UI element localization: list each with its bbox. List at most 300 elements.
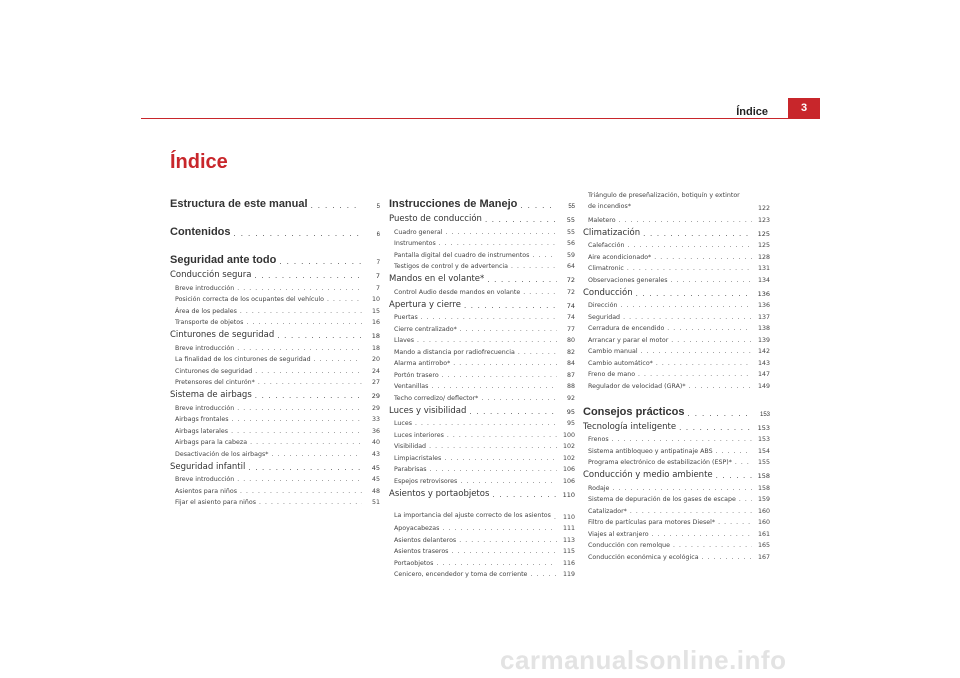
toc-entry[interactable] xyxy=(389,567,575,579)
toc-entry-page: 55 xyxy=(566,228,575,236)
toc-entry-title: Asientos y portaobjetos xyxy=(389,488,490,499)
toc-entry[interactable] xyxy=(389,344,575,356)
page-title: Índice xyxy=(170,151,228,173)
toc-entry-page: 131 xyxy=(757,265,770,272)
dot-leader xyxy=(671,277,752,284)
toc-entry[interactable] xyxy=(170,459,380,472)
toc-entry-title: Mandos en el volante* xyxy=(389,274,485,284)
toc-entry-page: 102 xyxy=(562,454,575,462)
toc-entry[interactable] xyxy=(389,284,575,296)
toc-entry-title: Cinturones de seguridad xyxy=(175,367,253,375)
toc-entry-title: Puesto de conducción xyxy=(389,214,482,224)
dot-leader xyxy=(237,405,362,412)
dot-leader xyxy=(453,360,557,367)
toc-entry-title: Airbags laterales xyxy=(175,427,229,435)
dot-leader xyxy=(654,254,752,261)
dot-leader xyxy=(716,472,752,480)
toc-entry-title: Cenicero, encendedor y toma de corriente xyxy=(394,571,528,578)
dot-leader xyxy=(523,289,557,296)
toc-entry-title: Transporte de objetos xyxy=(175,319,244,326)
dot-leader xyxy=(511,263,557,270)
dot-leader xyxy=(702,554,752,561)
toc-entry-title: La importancia del ajuste correcto de los asientos xyxy=(394,511,551,519)
toc-entry-title: Portaobjetos xyxy=(394,559,434,567)
toc-entry-page: 102 xyxy=(562,443,575,450)
dot-leader xyxy=(327,296,362,303)
toc-entry-page: 36 xyxy=(371,427,380,435)
toc-entry[interactable] xyxy=(583,249,770,261)
toc-entry-title: Viajes al extranjero xyxy=(588,530,649,538)
toc-entry[interactable] xyxy=(389,544,575,556)
toc-entry[interactable] xyxy=(389,416,575,428)
toc-entry-title: Conducción económica y ecológica xyxy=(588,553,699,561)
dot-leader xyxy=(240,308,362,315)
toc-entry[interactable] xyxy=(389,439,575,451)
toc-entry[interactable] xyxy=(170,483,380,495)
toc-entry-page: 113 xyxy=(562,536,575,544)
toc-entry[interactable] xyxy=(389,247,575,259)
toc-entry[interactable] xyxy=(389,555,575,567)
dot-leader xyxy=(627,265,752,272)
toc-entry[interactable] xyxy=(389,379,575,391)
toc-entry-page: 82 xyxy=(566,348,575,356)
toc-entry[interactable] xyxy=(583,367,770,379)
toc-entry[interactable] xyxy=(170,352,380,364)
toc-entry[interactable] xyxy=(583,538,770,550)
toc-entry-title: Breve introducción xyxy=(175,404,235,412)
dot-leader xyxy=(445,229,557,236)
toc-entry[interactable] xyxy=(583,492,770,504)
toc-entry-title: Airbags para la cabeza xyxy=(175,439,248,446)
toc-entry-title: Asientos traseros xyxy=(394,548,449,555)
toc-entry[interactable] xyxy=(170,280,380,292)
toc-entry[interactable] xyxy=(170,190,380,210)
toc-entry-page: 155 xyxy=(757,459,770,466)
dot-leader xyxy=(447,432,557,439)
toc-entry-title: Ventanillas xyxy=(394,383,429,390)
dot-leader xyxy=(444,455,557,462)
dot-leader xyxy=(232,416,362,423)
toc-entry-page: 7 xyxy=(376,260,380,266)
toc-entry[interactable] xyxy=(389,259,575,271)
dot-leader xyxy=(258,379,362,386)
toc-entry-title: Freno de mano xyxy=(588,371,636,378)
toc-entry-page: 48 xyxy=(371,487,380,495)
toc-entry[interactable] xyxy=(170,303,380,315)
toc-entry[interactable] xyxy=(583,467,770,480)
dot-leader xyxy=(442,372,557,379)
toc-entry-page: 153 xyxy=(759,411,770,418)
toc-entry-title: Seguridad ante todo xyxy=(170,254,277,266)
toc-entry[interactable] xyxy=(170,340,380,352)
toc-entry-page: 18 xyxy=(371,332,380,340)
dot-leader xyxy=(442,525,557,532)
dot-leader xyxy=(277,332,362,340)
toc-entry-page: 106 xyxy=(562,477,575,485)
toc-entry-page: 16 xyxy=(371,319,380,326)
dot-leader xyxy=(520,201,557,210)
toc-entry[interactable] xyxy=(389,224,575,236)
dot-leader xyxy=(234,229,363,238)
toc-entry-page: 72 xyxy=(566,276,575,284)
toc-entry-title: Conducción con remolque xyxy=(588,542,670,549)
dot-leader xyxy=(652,531,752,538)
dot-leader xyxy=(656,360,752,367)
toc-entry-page: 72 xyxy=(566,288,575,296)
toc-entry-title: Espejos retrovisores xyxy=(394,477,458,485)
dot-leader xyxy=(248,464,362,472)
toc-entry-page: 40 xyxy=(371,439,380,446)
toc-entry[interactable] xyxy=(389,473,575,485)
toc-entry-title: Pretensores del cinturón* xyxy=(175,379,255,386)
toc-entry[interactable] xyxy=(170,435,380,447)
dot-leader xyxy=(237,285,362,292)
toc-entry-title: Parabrisas xyxy=(394,466,427,473)
toc-entry-page: 74 xyxy=(566,301,575,310)
toc-entry-page: 64 xyxy=(566,263,575,270)
toc-entry-title: Control Audio desde mandos en volante xyxy=(394,288,521,296)
toc-entry-page: 115 xyxy=(562,548,575,555)
dot-leader xyxy=(612,436,752,443)
header-title: Índice xyxy=(736,106,768,118)
toc-entry-page: 100 xyxy=(562,431,575,439)
toc-entry[interactable] xyxy=(389,271,575,284)
toc-entry-page: 149 xyxy=(757,382,770,390)
toc-entry[interactable] xyxy=(583,272,770,284)
dot-leader xyxy=(250,439,362,446)
toc-entry[interactable] xyxy=(389,367,575,379)
toc-entry[interactable] xyxy=(583,455,770,467)
dot-leader xyxy=(436,560,557,567)
toc-entry-page: 51 xyxy=(371,499,380,506)
toc-entry-title: Portón trasero xyxy=(394,371,439,379)
toc-entry-page: 125 xyxy=(757,229,770,238)
dot-leader xyxy=(532,252,557,259)
toc-entry-title: Cinturones de seguridad xyxy=(170,330,275,340)
toc-entry-title: Cambio automático* xyxy=(588,359,653,367)
toc-entry-title: Consejos prácticos xyxy=(583,405,685,418)
toc-entry-page: 125 xyxy=(757,242,770,249)
toc-entry-page: 95 xyxy=(566,420,575,427)
dot-leader xyxy=(620,302,752,309)
toc-entry-page: 153 xyxy=(757,423,770,432)
toc-entry[interactable] xyxy=(389,499,575,521)
dot-leader xyxy=(518,349,557,356)
toc-entry[interactable] xyxy=(583,321,770,333)
toc-entry-title: Área de los pedales xyxy=(175,307,237,315)
toc-entry[interactable] xyxy=(389,211,575,224)
toc-entry[interactable] xyxy=(389,310,575,322)
toc-entry-page: 161 xyxy=(757,530,770,538)
toc-entry-title: Regulador de velocidad (GRA)* xyxy=(588,382,686,390)
toc-entry-page: 77 xyxy=(566,325,575,333)
toc-entry-page: 55 xyxy=(566,216,575,224)
dot-leader xyxy=(237,476,362,483)
toc-entry-page: 92 xyxy=(566,394,575,402)
dot-leader xyxy=(255,392,362,400)
toc-entry[interactable] xyxy=(389,450,575,462)
toc-entry-title: Instrucciones de Manejo xyxy=(389,198,518,210)
toc-entry-page: 137 xyxy=(757,313,770,321)
toc-entry-title: Conducción xyxy=(583,287,633,298)
toc-entry-title: Catalizador* xyxy=(588,507,627,515)
toc-entry[interactable] xyxy=(583,515,770,527)
toc-entry[interactable] xyxy=(170,412,380,424)
toc-entry-page: 136 xyxy=(757,289,770,298)
toc-entry[interactable] xyxy=(170,495,380,507)
dot-leader xyxy=(643,230,752,238)
dot-leader xyxy=(421,314,557,321)
dot-leader xyxy=(641,348,752,355)
toc-entry-title: Limpiacristales xyxy=(394,454,442,462)
toc-entry-title: Visibilidad xyxy=(394,443,427,450)
toc-entry-title: Luces xyxy=(394,420,413,427)
toc-entry[interactable] xyxy=(389,532,575,544)
toc-entry-page: 154 xyxy=(757,447,770,455)
toc-entry[interactable] xyxy=(389,462,575,474)
dot-leader xyxy=(739,496,752,503)
dot-leader xyxy=(246,319,362,326)
toc-entry-page: 136 xyxy=(757,302,770,309)
dot-leader xyxy=(638,371,752,378)
toc-entry[interactable] xyxy=(583,480,770,492)
toc-entry-title: Alarma antirrobo* xyxy=(394,360,451,367)
toc-entry[interactable] xyxy=(170,315,380,327)
toc-entry-title: Llaves xyxy=(394,337,414,344)
toc-entry[interactable] xyxy=(583,355,770,367)
toc-entry-title: Breve introducción xyxy=(175,476,235,483)
toc-entry-page: 119 xyxy=(562,571,575,578)
dot-leader xyxy=(492,491,557,499)
toc-entry-title: Desactivación de los airbags* xyxy=(175,450,269,458)
toc-entry-title: Estructura de este manual xyxy=(170,198,308,210)
toc-entry-title: Climatronic xyxy=(588,265,624,272)
toc-entry-page: 29 xyxy=(371,392,380,400)
dot-leader xyxy=(481,395,557,402)
toc-entry-page: 128 xyxy=(757,253,770,261)
toc-column-2 xyxy=(389,190,575,578)
toc-entry[interactable] xyxy=(583,238,770,250)
toc-entry-title: Puertas xyxy=(394,314,418,321)
toc-entry[interactable] xyxy=(389,236,575,248)
dot-leader xyxy=(627,242,752,249)
toc-entry[interactable] xyxy=(583,225,770,238)
toc-entry[interactable] xyxy=(170,375,380,387)
dot-leader xyxy=(254,272,362,280)
toc-entry-title: Apoyacabezas xyxy=(394,525,440,532)
dot-leader xyxy=(255,368,362,375)
dot-leader xyxy=(451,548,557,555)
toc-entry-title: Luces y visibilidad xyxy=(389,405,467,416)
toc-entry-title: Techo corredizo/ deflector* xyxy=(394,394,479,402)
toc-entry-title: Cambio manual xyxy=(588,348,638,355)
toc-entry-page: 88 xyxy=(566,383,575,390)
toc-entry[interactable] xyxy=(583,443,770,455)
dot-leader xyxy=(630,508,752,515)
toc-entry-page: 7 xyxy=(375,284,380,292)
dot-leader xyxy=(636,290,752,298)
toc-entry-page: 45 xyxy=(371,476,380,483)
toc-entry-title: Cuadro general xyxy=(394,228,443,236)
dot-leader xyxy=(612,485,752,492)
toc-entry[interactable] xyxy=(583,344,770,356)
toc-entry[interactable] xyxy=(583,549,770,561)
toc-entry-page: 45 xyxy=(371,463,380,472)
dot-leader xyxy=(259,499,362,506)
dot-leader xyxy=(460,478,557,485)
toc-entry-page: 80 xyxy=(566,337,575,344)
dot-leader xyxy=(687,409,752,418)
toc-entry-page: 159 xyxy=(757,496,770,503)
toc-entry[interactable] xyxy=(389,333,575,345)
toc-entry-title: Seguridad xyxy=(588,313,621,321)
dot-leader xyxy=(554,514,557,521)
toc-entry-page: 20 xyxy=(371,356,380,363)
toc-entry-page: 10 xyxy=(371,296,380,303)
toc-entry[interactable] xyxy=(170,400,380,412)
toc-entry[interactable] xyxy=(389,403,575,416)
toc-entry[interactable] xyxy=(583,298,770,310)
toc-entry[interactable] xyxy=(583,285,770,298)
toc-entry[interactable] xyxy=(170,267,380,280)
toc-entry-title: Frenos xyxy=(588,436,609,443)
toc-entry-title: Instrumentos xyxy=(394,240,436,247)
dot-leader xyxy=(619,217,752,224)
toc-entry-page: 5 xyxy=(376,204,380,210)
toc-entry-title: Sistema de depuración de los gases de escape xyxy=(588,496,736,503)
toc-entry[interactable] xyxy=(583,190,770,212)
toc-entry-title: Tecnología inteligente xyxy=(583,421,677,432)
toc-entry-title: Fijar el asiento para niños xyxy=(175,499,256,506)
toc-entry-page: 110 xyxy=(562,513,575,521)
toc-entry-page: 160 xyxy=(757,507,770,515)
toc-entry[interactable] xyxy=(389,356,575,368)
toc-entry-title: Sistema de airbags xyxy=(170,390,252,400)
toc-entry-page: 59 xyxy=(566,251,575,259)
toc-entry[interactable] xyxy=(583,378,770,390)
dot-leader xyxy=(679,424,752,432)
toc-entry[interactable] xyxy=(170,292,380,304)
toc-entry[interactable] xyxy=(170,363,380,375)
dot-leader xyxy=(431,383,557,390)
toc-entry[interactable] xyxy=(583,332,770,344)
toc-entry-page: 15 xyxy=(371,307,380,315)
toc-entry-title: Asientos delanteros xyxy=(394,536,457,544)
dot-leader xyxy=(430,466,557,473)
dot-leader xyxy=(279,257,362,266)
dot-leader xyxy=(718,519,752,526)
toc-entry-title: Luces interiores xyxy=(394,431,444,439)
dot-leader xyxy=(469,408,557,416)
toc-entry-page: 24 xyxy=(371,367,380,375)
toc-entry-title: Sistema antibloqueo y antipatinaje ABS xyxy=(588,447,713,455)
dot-leader xyxy=(667,325,752,332)
toc-entry-title: Cerradura de encendido xyxy=(588,325,665,332)
toc-entry[interactable] xyxy=(389,486,575,499)
toc-entry[interactable] xyxy=(583,261,770,273)
toc-entry[interactable] xyxy=(583,419,770,432)
toc-entry-title: Pantalla digital del cuadro de instrumentos xyxy=(394,251,530,259)
toc-entry[interactable] xyxy=(583,503,770,515)
toc-entry[interactable] xyxy=(583,398,770,418)
dot-leader xyxy=(623,314,752,321)
dot-leader xyxy=(716,448,752,455)
toc-entry[interactable] xyxy=(389,190,575,210)
toc-entry-page: 160 xyxy=(757,519,770,526)
toc-entry-page: 111 xyxy=(562,525,575,532)
toc-entry-page: 134 xyxy=(757,276,770,284)
toc-entry[interactable] xyxy=(389,427,575,439)
toc-entry-title: Climatización xyxy=(583,227,641,238)
toc-column-3 xyxy=(583,190,770,561)
toc-entry-title: Aire acondicionado* xyxy=(588,253,652,261)
toc-entry-page: 116 xyxy=(562,559,575,567)
toc-entry-title: Arrancar y parar el motor xyxy=(588,336,669,344)
page-number-badge: 3 xyxy=(788,98,820,119)
toc-entry-page: 33 xyxy=(371,416,380,423)
toc-entry-title: Rodaje xyxy=(588,484,610,492)
dot-leader xyxy=(460,326,557,333)
toc-entry-page: 87 xyxy=(566,371,575,379)
toc-entry[interactable] xyxy=(583,212,770,224)
toc-entry[interactable] xyxy=(170,218,380,238)
toc-entry-page: 167 xyxy=(757,553,770,561)
toc-entry[interactable] xyxy=(170,423,380,435)
toc-entry-title: Maletero xyxy=(588,216,616,224)
toc-entry-page: 74 xyxy=(566,314,575,321)
toc-entry[interactable] xyxy=(170,246,380,266)
toc-entry[interactable] xyxy=(170,472,380,484)
toc-entry-page: 139 xyxy=(757,336,770,344)
toc-entry-page: 123 xyxy=(757,216,770,224)
toc-entry[interactable] xyxy=(170,327,380,340)
dot-leader xyxy=(240,488,362,495)
dot-leader xyxy=(464,302,557,310)
toc-entry-page: 55 xyxy=(568,204,575,210)
toc-entry[interactable] xyxy=(583,432,770,444)
toc-entry[interactable] xyxy=(389,321,575,333)
toc-entry-title: Breve introducción xyxy=(175,344,235,352)
dot-leader xyxy=(671,337,752,344)
toc-entry-page: 138 xyxy=(757,325,770,332)
dot-leader xyxy=(311,201,362,210)
toc-entry-title: Programa electrónico de estabilización (ESP)* xyxy=(588,459,732,466)
toc-entry-page: 27 xyxy=(371,379,380,386)
toc-entry-page: 165 xyxy=(757,542,770,549)
toc-entry-title: Airbags frontales xyxy=(175,416,229,423)
toc-entry-title: Triángulo de preseñalización, botiquín y extintor de incendios* xyxy=(588,192,740,210)
dot-leader xyxy=(459,537,557,544)
toc-entry-title: La finalidad de los cinturones de seguridad xyxy=(175,356,311,363)
toc-entry-title: Conducción segura xyxy=(170,270,252,280)
toc-entry[interactable] xyxy=(389,521,575,533)
toc-entry-page: 143 xyxy=(757,359,770,367)
toc-entry[interactable] xyxy=(170,387,380,400)
dot-leader xyxy=(530,571,557,578)
dot-leader xyxy=(237,345,362,352)
toc-entry[interactable] xyxy=(389,297,575,310)
toc-entry[interactable] xyxy=(583,309,770,321)
toc-entry[interactable] xyxy=(170,446,380,458)
dot-leader xyxy=(429,443,557,450)
toc-entry-page: 106 xyxy=(562,466,575,473)
toc-entry[interactable] xyxy=(583,526,770,538)
toc-entry[interactable] xyxy=(389,390,575,402)
toc-entry-title: Breve introducción xyxy=(175,284,235,292)
toc-entry-page: 122 xyxy=(757,205,770,212)
toc-entry-page: 6 xyxy=(376,232,380,238)
toc-entry-page: 56 xyxy=(566,240,575,247)
